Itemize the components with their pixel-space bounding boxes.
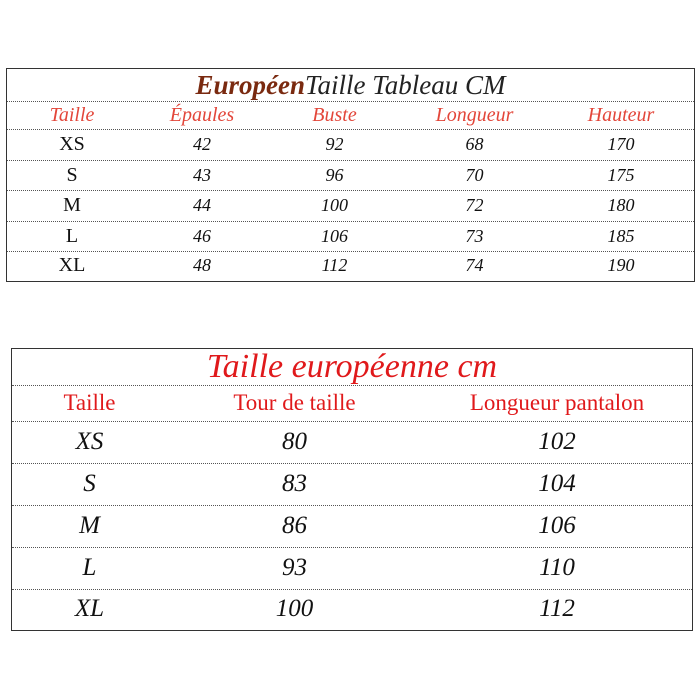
value-cell: 48 bbox=[193, 255, 211, 275]
header-taille: Taille bbox=[49, 103, 95, 126]
header-tour-de-taille: Tour de taille bbox=[233, 390, 356, 415]
table-row bbox=[12, 421, 692, 464]
value-cell: 70 bbox=[465, 164, 484, 185]
value-cell: 74 bbox=[465, 255, 484, 275]
size-cell: M bbox=[79, 512, 100, 539]
value-cell: 80 bbox=[282, 428, 307, 455]
size-cell: XL bbox=[58, 254, 86, 276]
header-row bbox=[12, 385, 692, 422]
size-cell: XS bbox=[75, 428, 104, 455]
table-row bbox=[12, 505, 692, 548]
value-cell: 175 bbox=[607, 164, 635, 185]
value-cell: 92 bbox=[325, 134, 344, 154]
table-row bbox=[12, 547, 692, 590]
header-longueur-pantalon: Longueur pantalon bbox=[469, 390, 645, 415]
size-cell: XS bbox=[59, 133, 85, 155]
value-cell: 110 bbox=[539, 554, 575, 581]
value-cell: 104 bbox=[538, 470, 576, 497]
header-row bbox=[7, 101, 694, 130]
value-cell: 185 bbox=[607, 225, 635, 246]
value-cell: 106 bbox=[538, 512, 576, 539]
size-cell: S bbox=[66, 163, 78, 186]
value-cell: 43 bbox=[193, 164, 211, 185]
value-cell: 44 bbox=[193, 195, 211, 215]
table-row bbox=[7, 129, 694, 161]
value-cell: 170 bbox=[607, 134, 635, 154]
value-cell: 83 bbox=[282, 470, 307, 497]
table-row bbox=[7, 160, 694, 191]
value-cell: 86 bbox=[282, 512, 307, 539]
value-cell: 42 bbox=[193, 134, 211, 154]
header-taille: Taille bbox=[63, 390, 116, 415]
title-rest: Taille Tableau CM bbox=[304, 69, 506, 100]
table-row bbox=[7, 190, 694, 222]
table-row bbox=[12, 589, 692, 629]
value-cell: 100 bbox=[321, 195, 348, 215]
value-cell: 106 bbox=[321, 225, 348, 246]
table-row bbox=[12, 463, 692, 506]
value-cell: 190 bbox=[607, 255, 635, 275]
header-hauteur: Hauteur bbox=[587, 103, 655, 126]
header-longueur: Longueur bbox=[435, 103, 514, 126]
value-cell: 112 bbox=[539, 595, 575, 622]
header-buste: Buste bbox=[312, 103, 357, 126]
size-cell: L bbox=[82, 554, 97, 581]
header-epaules: Épaules bbox=[169, 103, 235, 126]
value-cell: 96 bbox=[325, 164, 344, 185]
body-size-table bbox=[6, 68, 695, 282]
body-size-table-title bbox=[7, 69, 694, 102]
value-cell: 102 bbox=[538, 428, 576, 455]
table-row bbox=[7, 221, 694, 252]
value-cell: 73 bbox=[465, 225, 484, 246]
size-cell: L bbox=[65, 224, 79, 247]
value-cell: 68 bbox=[465, 134, 484, 154]
value-cell: 46 bbox=[193, 225, 211, 246]
value-cell: 100 bbox=[275, 595, 314, 622]
value-cell: 180 bbox=[607, 195, 635, 215]
value-cell: 93 bbox=[282, 554, 307, 581]
pants-size-table bbox=[11, 348, 693, 631]
size-cell: M bbox=[63, 194, 81, 216]
pants-size-table-title: Taille européenne cm bbox=[12, 349, 692, 386]
table-row bbox=[7, 251, 694, 280]
title-bold: Européen bbox=[195, 69, 305, 100]
value-cell: 112 bbox=[321, 255, 348, 275]
value-cell: 72 bbox=[465, 195, 484, 215]
size-cell: XL bbox=[74, 595, 105, 622]
size-cell: S bbox=[83, 470, 96, 497]
